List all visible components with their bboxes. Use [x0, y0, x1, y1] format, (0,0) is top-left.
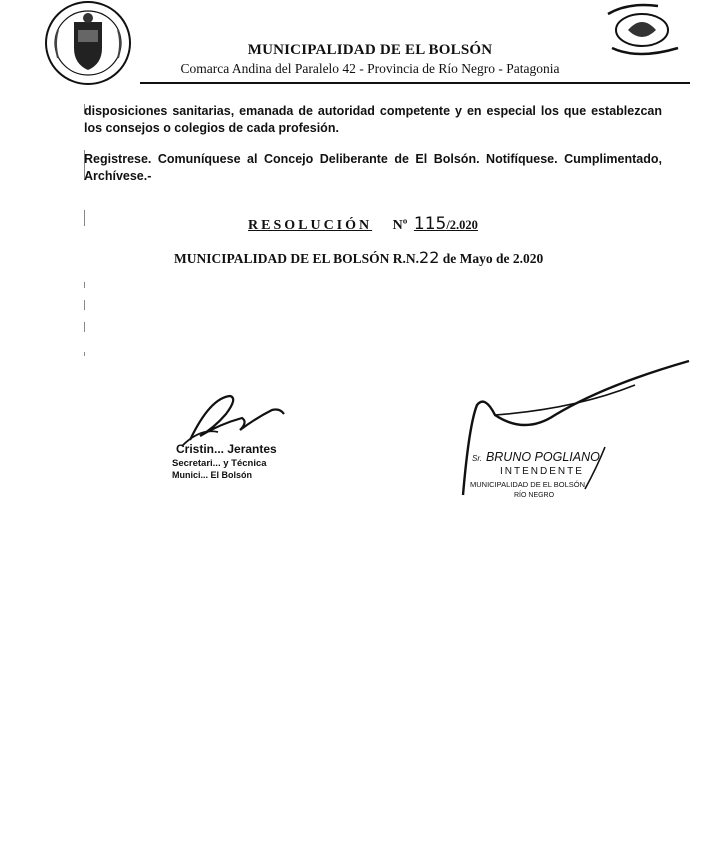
signature-left-name: Cristin... Jerantes	[176, 442, 277, 456]
resolution-label: RESOLUCIÓN	[248, 218, 373, 233]
signature-right-org: MUNICIPALIDAD DE EL BOLSÓN	[470, 480, 586, 489]
resolution-heading	[248, 214, 548, 234]
resolution-number-prefix: Nº	[392, 218, 408, 233]
margin-mark	[84, 300, 85, 310]
margin-mark	[84, 322, 85, 332]
paragraph-registrese: Registrese. Comuníquese al Concejo Deliberante de El Bolsón. Notifíquese. Cumplimentado, Archívese.-	[84, 152, 662, 183]
resolution-year: /2.020	[446, 218, 478, 232]
margin-mark	[84, 282, 85, 288]
signature-right-role: INTENDENTE	[500, 466, 584, 477]
right-seal-icon	[598, 0, 682, 62]
resolution-number: 115	[413, 214, 447, 234]
header-title: MUNICIPALIDAD DE EL BOLSÓN	[247, 42, 493, 58]
date-line-prefix: MUNICIPALIDAD DE EL BOLSÓN R.N.	[174, 251, 420, 266]
municipal-seal-icon	[44, 0, 132, 86]
signature-right-name: Sr. BRUNO POGLIANO	[472, 450, 600, 464]
margin-mark	[84, 210, 85, 226]
header-rule	[140, 82, 690, 84]
paragraph-disposiciones: disposiciones sanitarias, emanada de autoridad competente y en especial los que establezcan los consejos o colegios de cada profesión.	[84, 104, 662, 135]
date-line	[174, 248, 634, 267]
signature-left-role: Secretari... y Técnica	[172, 458, 267, 469]
signature-right-prefix: Sr.	[472, 454, 482, 463]
date-line-suffix: de Mayo de 2.020	[442, 251, 544, 266]
margin-mark	[84, 352, 85, 356]
header-subtitle: Comarca Andina del Paralelo 42 - Provincia de Río Negro - Patagonia	[180, 61, 560, 76]
signature-left-org: Munici... El Bolsón	[172, 470, 253, 480]
date-day: 22	[419, 248, 440, 267]
signature-right-province: RÍO NEGRO	[514, 492, 555, 499]
